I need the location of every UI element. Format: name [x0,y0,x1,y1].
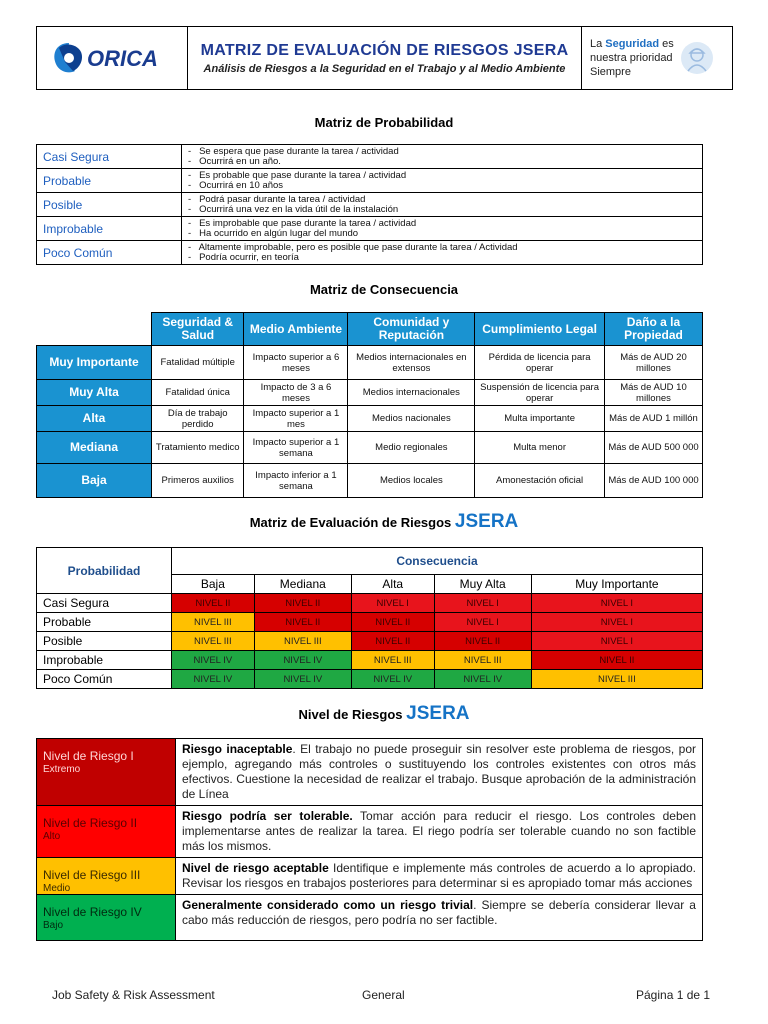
risk-level-cell: NIVEL II [351,613,434,632]
risk-level-name-text: Nivel de Riesgo II [43,816,138,830]
probability-description-line: - Ocurrirá una vez en la vida útil de la instalación [188,205,702,215]
risk-level-cell: NIVEL III [531,670,702,689]
risk-level-cell: NIVEL IV [351,670,434,689]
risk-matrix-column-header: Muy Importante [531,575,702,594]
document-subtitle: Análisis de Riesgos a la Seguridad en el Trabajo y al Medio Ambiente [203,62,566,75]
risk-level-description-bold: Nivel de riesgo aceptable [182,861,329,875]
slogan-post: es nuestra prioridad Siempre [590,38,674,78]
risk-level-cell: NIVEL III [351,651,434,670]
probability-description-line: - Ocurrirá en un año. [188,157,702,167]
risk-matrix-row [37,632,703,651]
probability-table [36,144,703,265]
probability-description-line: - Se espera que pase durante la tarea / actividad [188,147,702,157]
consequence-cell: Día de trabajo perdido [152,406,244,432]
risk-level-cell: NIVEL I [434,594,531,613]
consequence-cell: Más de AUD 500 000 [604,432,702,464]
probability-description-line: - Ocurrirá en 10 años [188,181,702,191]
risk-matrix-row [37,670,703,689]
risk-level-cell: NIVEL III [172,632,255,651]
risk-level-name-text: Nivel de Riesgo I [43,749,134,763]
slogan-pre: La [590,38,606,50]
risk-matrix-row [37,613,703,632]
probability-description [182,241,703,265]
consequence-cell: Medios locales [348,464,475,498]
risk-level-cell: NIVEL II [254,613,351,632]
risk-level-cell: NIVEL IV [172,651,255,670]
consequence-row-header: Baja [37,464,152,498]
consequence-row-header: Muy Alta [37,380,152,406]
probability-description [182,169,703,193]
consequence-column-header: Seguridad & Salud [152,313,244,346]
risk-matrix-column-header: Mediana [254,575,351,594]
probability-description-line: - Altamente improbable, pero es posible que pase durante la tarea / Actividad [188,243,702,253]
consequence-cell: Más de AUD 10 millones [604,380,702,406]
risk-level-name-text: Nivel de Riesgo IV [43,905,142,919]
risk-level-row [37,806,703,858]
risk-levels-table [36,738,703,941]
risk-level-row [37,739,703,806]
consequence-cell: Impacto superior a 6 meses [244,346,348,380]
consequence-cell: Impacto inferior a 1 semana [244,464,348,498]
risk-matrix-row-label: Casi Segura [37,594,172,613]
probability-description [182,193,703,217]
consequence-cell: Suspensión de licencia para operar [475,380,605,406]
risk-level-row [37,858,703,895]
risk-level-severity: Alto [43,831,61,842]
risk-level-description-bold: Riesgo podría ser tolerable. [182,809,353,823]
slogan [590,37,680,79]
probability-label: Probable [37,169,182,193]
risk-level-cell: NIVEL I [531,632,702,651]
risk-matrix-row [37,594,703,613]
risk-level-name-text: Nivel de Riesgo III [43,868,141,882]
risk-level-description-text: Tomar acción para reducir el riesgo. Los controles deben implementarse antes de realizar la tarea. El riego podría ser tolerable cuando no son factible más los mismos. [182,809,697,853]
risk-level-description-text: . Siempre se debería considerar llevar a cabo más reducción de riesgos, pero podría no ser factible. [182,898,696,927]
risk-level-cell: NIVEL I [531,594,702,613]
risk-level-description-bold: Riesgo inaceptable [182,742,293,756]
probability-row [37,145,703,169]
risk-matrix-title-text: Matriz de Evaluación de Riesgos [249,515,452,530]
footer-center: General [362,988,405,1002]
risk-levels-title-suffix: JSERA [406,703,470,724]
consequence-column-header: Medio Ambiente [244,313,348,346]
consequence-cell: Más de AUD 20 millones [604,346,702,380]
risk-level-cell: NIVEL II [434,632,531,651]
consequence-row [37,346,703,380]
risk-levels-title-text: Nivel de Riesgos [298,707,403,722]
consequence-row-header: Alta [37,406,152,432]
risk-level-description-text: Identifique e implemente más controles de acuerdo a lo apropiado. Revisar los riesgos en trabajos posteriores para determinar si es apropiado tomar más acciones [182,861,696,890]
risk-level-cell: NIVEL III [434,651,531,670]
header-slogan-block [582,27,732,89]
consequence-row-header: Muy Importante [37,346,152,380]
footer-page-number: Página 1 de 1 [636,988,711,1002]
consequence-cell: Tratamiento medico [152,432,244,464]
risk-level-cell: NIVEL I [531,613,702,632]
risk-matrix-row-label: Probable [37,613,172,632]
slogan-highlight: Seguridad [605,38,660,50]
probability-title: Matriz de Probabilidad [314,115,454,130]
probability-row [37,241,703,265]
consequence-cell: Primeros auxilios [152,464,244,498]
consequence-cell: Multa importante [475,406,605,432]
consequence-cell: Fatalidad única [152,380,244,406]
probability-label: Posible [37,193,182,217]
consequence-cell: Medios internacionales en extensos [348,346,475,380]
risk-level-cell: NIVEL II [351,632,434,651]
risk-level-cell: NIVEL III [172,613,255,632]
risk-level-name [37,806,176,858]
consequence-cell: Medios nacionales [348,406,475,432]
consequence-column-header: Daño a la Propiedad [604,313,702,346]
probability-header: Probabilidad [37,548,172,594]
risk-level-description-bold: Generalmente considerado como un riesgo trivial [182,898,474,912]
logo-text: ORICA [87,46,158,71]
risk-level-cell: NIVEL IV [254,651,351,670]
consequence-cell: Amonestación oficial [475,464,605,498]
risk-matrix-column-header: Muy Alta [434,575,531,594]
probability-description-line: - Ha ocurrido en algún lugar del mundo [188,229,702,239]
probability-description-line: - Es improbable que pase durante la tarea / actividad [188,219,702,229]
probability-label: Poco Común [37,241,182,265]
consequence-cell: Medio regionales [348,432,475,464]
risk-level-cell: NIVEL IV [172,670,255,689]
header-title-block [188,27,582,89]
consequence-row-header: Mediana [37,432,152,464]
document-title: MATRIZ DE EVALUACIÓN DE RIESGOS JSERA [200,41,569,59]
risk-level-name [37,858,176,895]
risk-level-cell: NIVEL II [254,594,351,613]
risk-level-cell: NIVEL II [531,651,702,670]
risk-levels-title [0,703,768,725]
consequence-row [37,406,703,432]
probability-description-line: - Es probable que pase durante la tarea / actividad [188,171,702,181]
risk-level-name [37,895,176,941]
consequence-cell: Impacto de 3 a 6 meses [244,380,348,406]
consequence-corner [37,313,152,346]
consequence-cell: Impacto superior a 1 mes [244,406,348,432]
probability-row [37,169,703,193]
consequence-title: Matriz de Consecuencia [309,282,459,297]
risk-level-description [176,895,703,941]
risk-matrix-title-suffix: JSERA [454,511,519,532]
consequence-row [37,432,703,464]
consequence-cell: Más de AUD 1 millón [604,406,702,432]
probability-description [182,145,703,169]
consequence-column-header: Comunidad y Reputación [348,313,475,346]
risk-matrix-title [0,511,768,533]
risk-level-cell: NIVEL I [351,594,434,613]
probability-description [182,217,703,241]
consequence-cell: Multa menor [475,432,605,464]
orica-logo-icon [47,38,177,78]
risk-matrix-row [37,651,703,670]
probability-label: Casi Segura [37,145,182,169]
safety-worker-icon [680,41,714,75]
risk-level-severity: Medio [43,883,71,894]
risk-level-description [176,858,703,895]
consequence-header: Consecuencia [172,548,703,575]
document-header [36,26,733,90]
risk-level-cell: NIVEL III [254,632,351,651]
risk-matrix-row-label: Poco Común [37,670,172,689]
risk-level-description-text: . El trabajo no puede proseguir sin resolver este problema de riesgos, por ejemplo, agregando más controles o sustituyendo los controles existentes con otros más efectivos. Cuestione la necesidad de realizar el trabajo. Busque aprobación de la administración de Línea [182,742,696,801]
risk-matrix-row-label: Posible [37,632,172,651]
risk-level-severity: Extremo [43,764,81,775]
risk-level-cell: NIVEL IV [434,670,531,689]
consequence-table [36,312,703,498]
risk-matrix-column-header: Alta [351,575,434,594]
risk-level-row [37,895,703,941]
consequence-cell: Medios internacionales [348,380,475,406]
footer-left: Job Safety & Risk Assessment [52,988,215,1002]
risk-matrix-column-header: Baja [172,575,255,594]
risk-level-description [176,739,703,806]
probability-description-line: - Podrá pasar durante la tarea / actividad [188,195,702,205]
probability-description-line: - Podría ocurrir, en teoría [188,253,702,263]
consequence-cell: Impacto superior a 1 semana [244,432,348,464]
orica-logo [37,27,188,89]
consequence-cell: Pérdida de licencia para operar [475,346,605,380]
risk-level-description [176,806,703,858]
risk-level-severity: Bajo [43,920,64,931]
risk-matrix-row-label: Improbable [37,651,172,670]
risk-level-cell: NIVEL II [172,594,255,613]
risk-level-name [37,739,176,806]
risk-matrix-table [36,547,703,689]
consequence-row [37,380,703,406]
consequence-row [37,464,703,498]
risk-level-cell: NIVEL I [434,613,531,632]
consequence-column-header: Cumplimiento Legal [475,313,605,346]
consequence-cell: Más de AUD 100 000 [604,464,702,498]
probability-row [37,193,703,217]
probability-label: Improbable [37,217,182,241]
probability-row [37,217,703,241]
risk-level-cell: NIVEL IV [254,670,351,689]
consequence-cell: Fatalidad múltiple [152,346,244,380]
